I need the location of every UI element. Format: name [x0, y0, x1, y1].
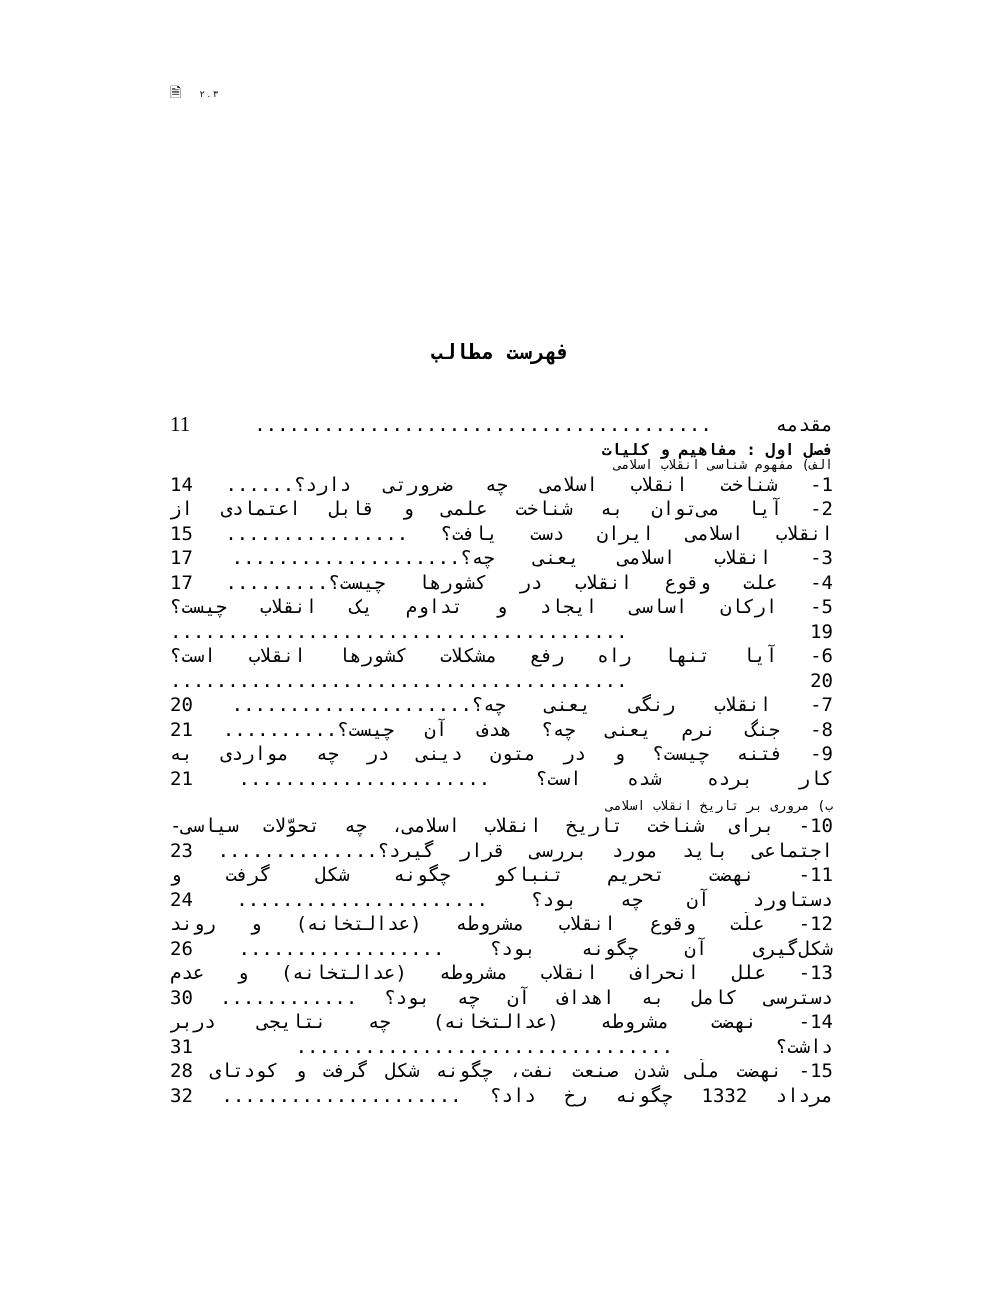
toc-line: 20 ........................................ [170, 669, 833, 692]
toc-line: 7- انقلاب رنگی یعنی چه؟..................... 20 [170, 694, 833, 716]
toc-line: 10- برای شناخت تاریخ انقلاب اسلامی، چه تحوّلات سیاسی- [170, 815, 833, 837]
toc-intro-page: 11 [170, 412, 191, 436]
page-header [170, 82, 218, 106]
toc-intro-label: مقدمه [775, 414, 833, 436]
toc-intro [170, 412, 833, 437]
header-text: ۲ . ۳ [199, 90, 218, 100]
document-icon: 🗎 [170, 85, 182, 101]
toc-line: دسترسی کامل به اهداف آن چه بود؟ ............ 30 [170, 986, 833, 1009]
toc-line: دستاورد آن چه بود؟ ...................... 24 [170, 888, 833, 911]
toc-line: کار برده شده است؟ ...................... 21 [170, 767, 833, 790]
toc-line: 19 ........................................ [170, 620, 833, 643]
chapter-heading: فصل اول : مفاهیم و کلیات [601, 439, 833, 459]
toc-line: داشت؟ ................................. 31 [170, 1035, 833, 1058]
toc-intro-leader: ........................................ [254, 414, 776, 436]
toc-line: مرداد 1332 چگونه رخ داد؟ ..................... 32 [170, 1084, 833, 1107]
section-heading-a: الف) مفهوم شناسی انقلاب اسلامی [613, 457, 833, 473]
table-of-contents [170, 412, 833, 1108]
toc-line: اجتماعی باید مورد بررسی قرار گیرد؟.............. 23 [170, 839, 833, 862]
toc-line: 13- علل انحراف انقلاب مشروطه (عدالتخانه) و عدم [170, 962, 833, 984]
toc-line: 12- علّت وقوع انقلاب مشروطه (عدالتخانه) و روند [170, 913, 833, 935]
toc-line: 15- نهضت ملّی شدن صنعت نفت، چگونه شکل گرفت و کودتای 28 [170, 1060, 833, 1082]
toc-line: انقلاب اسلامی ایران دست یافت؟ ................ 15 [170, 522, 833, 545]
toc-line: 8- جنگ نرم یعنی چه؟ هدف آن چیست؟.......... 21 [170, 718, 833, 741]
toc-list-b [170, 814, 833, 1108]
toc-line: 6- آیا تنها راه رفع مشکلات کشورها انقلاب است؟ [170, 645, 833, 667]
toc-line: 5- ارکان اساسی ایجاد و تداوم یک انقلاب چیست؟ [170, 596, 833, 618]
toc-list-a [170, 473, 833, 792]
toc-line: 1- شناخت انقلاب اسلامی چه ضرورتی دارد؟...... 14 [170, 473, 833, 496]
section-heading-b: ب) مروری بر تاریخ انقلاب اسلامی [606, 799, 833, 814]
toc-line: 3- انقلاب اسلامی یعنی چه؟.................... 17 [170, 547, 833, 569]
toc-line: 14- نهضت مشروطه (عدالتخانه) چه نتایجی دربر [170, 1011, 833, 1033]
toc-line: 4- علت وقوع انقلاب در کشورها چیست؟......... 17 [170, 571, 833, 594]
page-title: فهرست مطالب [430, 340, 570, 364]
toc-line: 11- نهضت تحریم تنباکو چگونه شکل گرفت و [170, 864, 833, 886]
toc-line: شکل‌گیری آن چگونه بود؟ .................. 26 [170, 937, 833, 960]
toc-line: 9- فتنه چیست؟ و در متون دینی در چه مواردی به [170, 743, 833, 765]
toc-line: 2- آیا می‌توان به شناخت علمی و قابل اعتمادی از [170, 498, 833, 520]
